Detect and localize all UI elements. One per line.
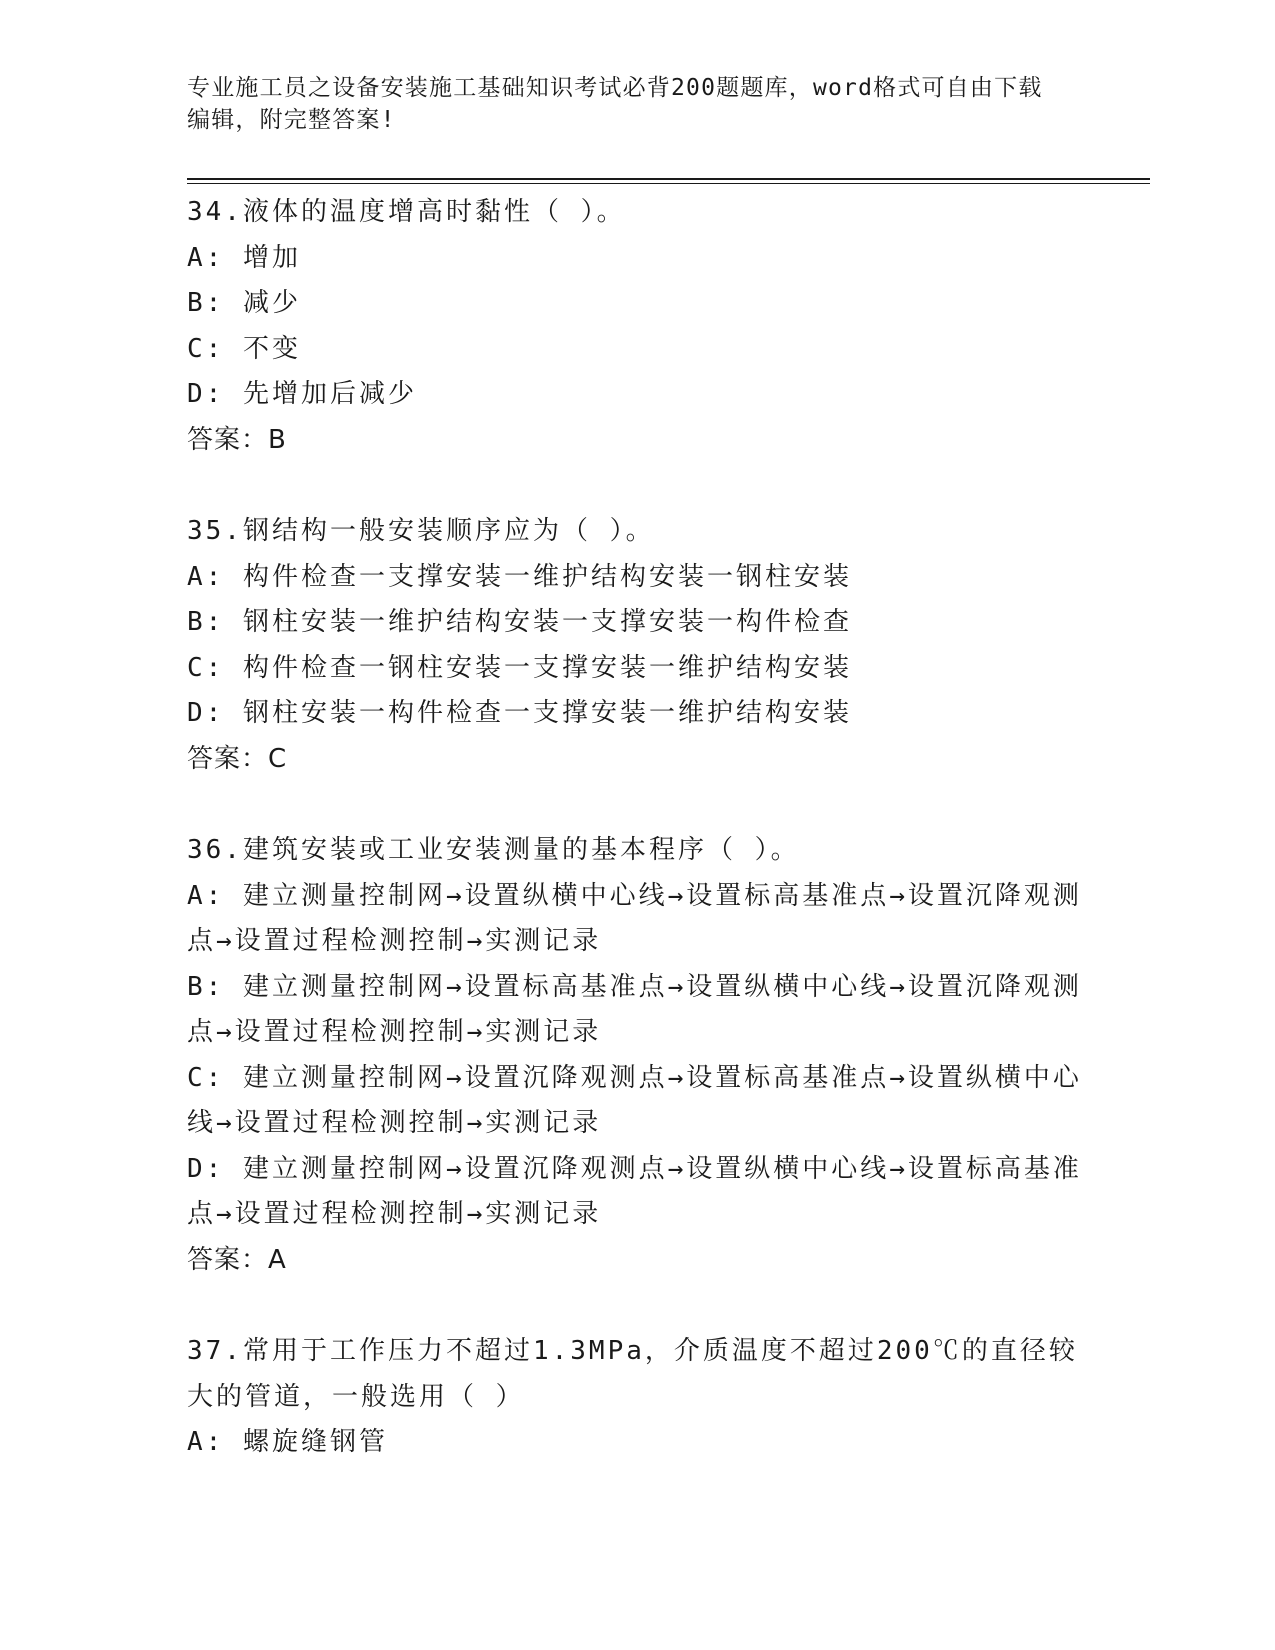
- option-d: D: 建立测量控制网→设置沉降观测点→设置纵横中心线→设置标高基准点→设置过程检测控制→实测记录: [187, 1153, 1082, 1229]
- option-b: B: 减少: [187, 288, 301, 318]
- answer-line: 答案：B: [187, 424, 287, 455]
- question-stem: 37.常用于工作压力不超过1.3MPa，介质温度不超过200℃的直径较大的管道，一般选用（ ）: [187, 1336, 1078, 1412]
- question-stem: 34.液体的温度增高时黏性（ ）。: [187, 197, 626, 227]
- document-header: [187, 72, 1067, 136]
- header-line-1: 专业施工员之设备安装施工基础知识考试必背200题题库，word格式可自由下载: [187, 75, 1043, 101]
- option-a: A: 构件检查一支撑安装一维护结构安装一钢柱安装: [187, 561, 852, 592]
- option-d: D: 先增加后减少: [187, 379, 417, 409]
- header-divider: [187, 178, 1150, 184]
- option-b: B: 建立测量控制网→设置标高基准点→设置纵横中心线→设置沉降观测点→设置过程检测控制→实测记录: [187, 971, 1082, 1047]
- option-a: A: 建立测量控制网→设置纵横中心线→设置标高基准点→设置沉降观测点→设置过程检测控制→实测记录: [187, 880, 1082, 956]
- question-37: [187, 1329, 1087, 1466]
- option-c: C: 构件检查一钢柱安装一支撑安装一维护结构安装: [187, 652, 852, 683]
- option-c: C: 不变: [187, 333, 301, 364]
- question-stem: 35.钢结构一般安装顺序应为（ ）。: [187, 516, 655, 546]
- question-34: [187, 190, 1087, 463]
- option-d: D: 钢柱安装一构件检查一支撑安装一维护结构安装: [187, 698, 852, 728]
- option-a: A: 增加: [187, 242, 301, 273]
- question-stem: 36.建筑安装或工业安装测量的基本程序（ ）。: [187, 835, 800, 865]
- option-a: A: 螺旋缝钢管: [187, 1427, 388, 1457]
- answer-line: 答案：C: [187, 743, 288, 774]
- question-36: [187, 828, 1087, 1283]
- option-c: C: 建立测量控制网→设置沉降观测点→设置标高基准点→设置纵横中心线→设置过程检测控制→实测记录: [187, 1062, 1082, 1138]
- header-line-2: 编辑，附完整答案!: [187, 107, 396, 133]
- answer-line: 答案：A: [187, 1244, 287, 1275]
- question-35: [187, 509, 1087, 782]
- option-b: B: 钢柱安装一维护结构安装一支撑安装一构件检查: [187, 607, 852, 637]
- question-list: [187, 190, 1087, 1512]
